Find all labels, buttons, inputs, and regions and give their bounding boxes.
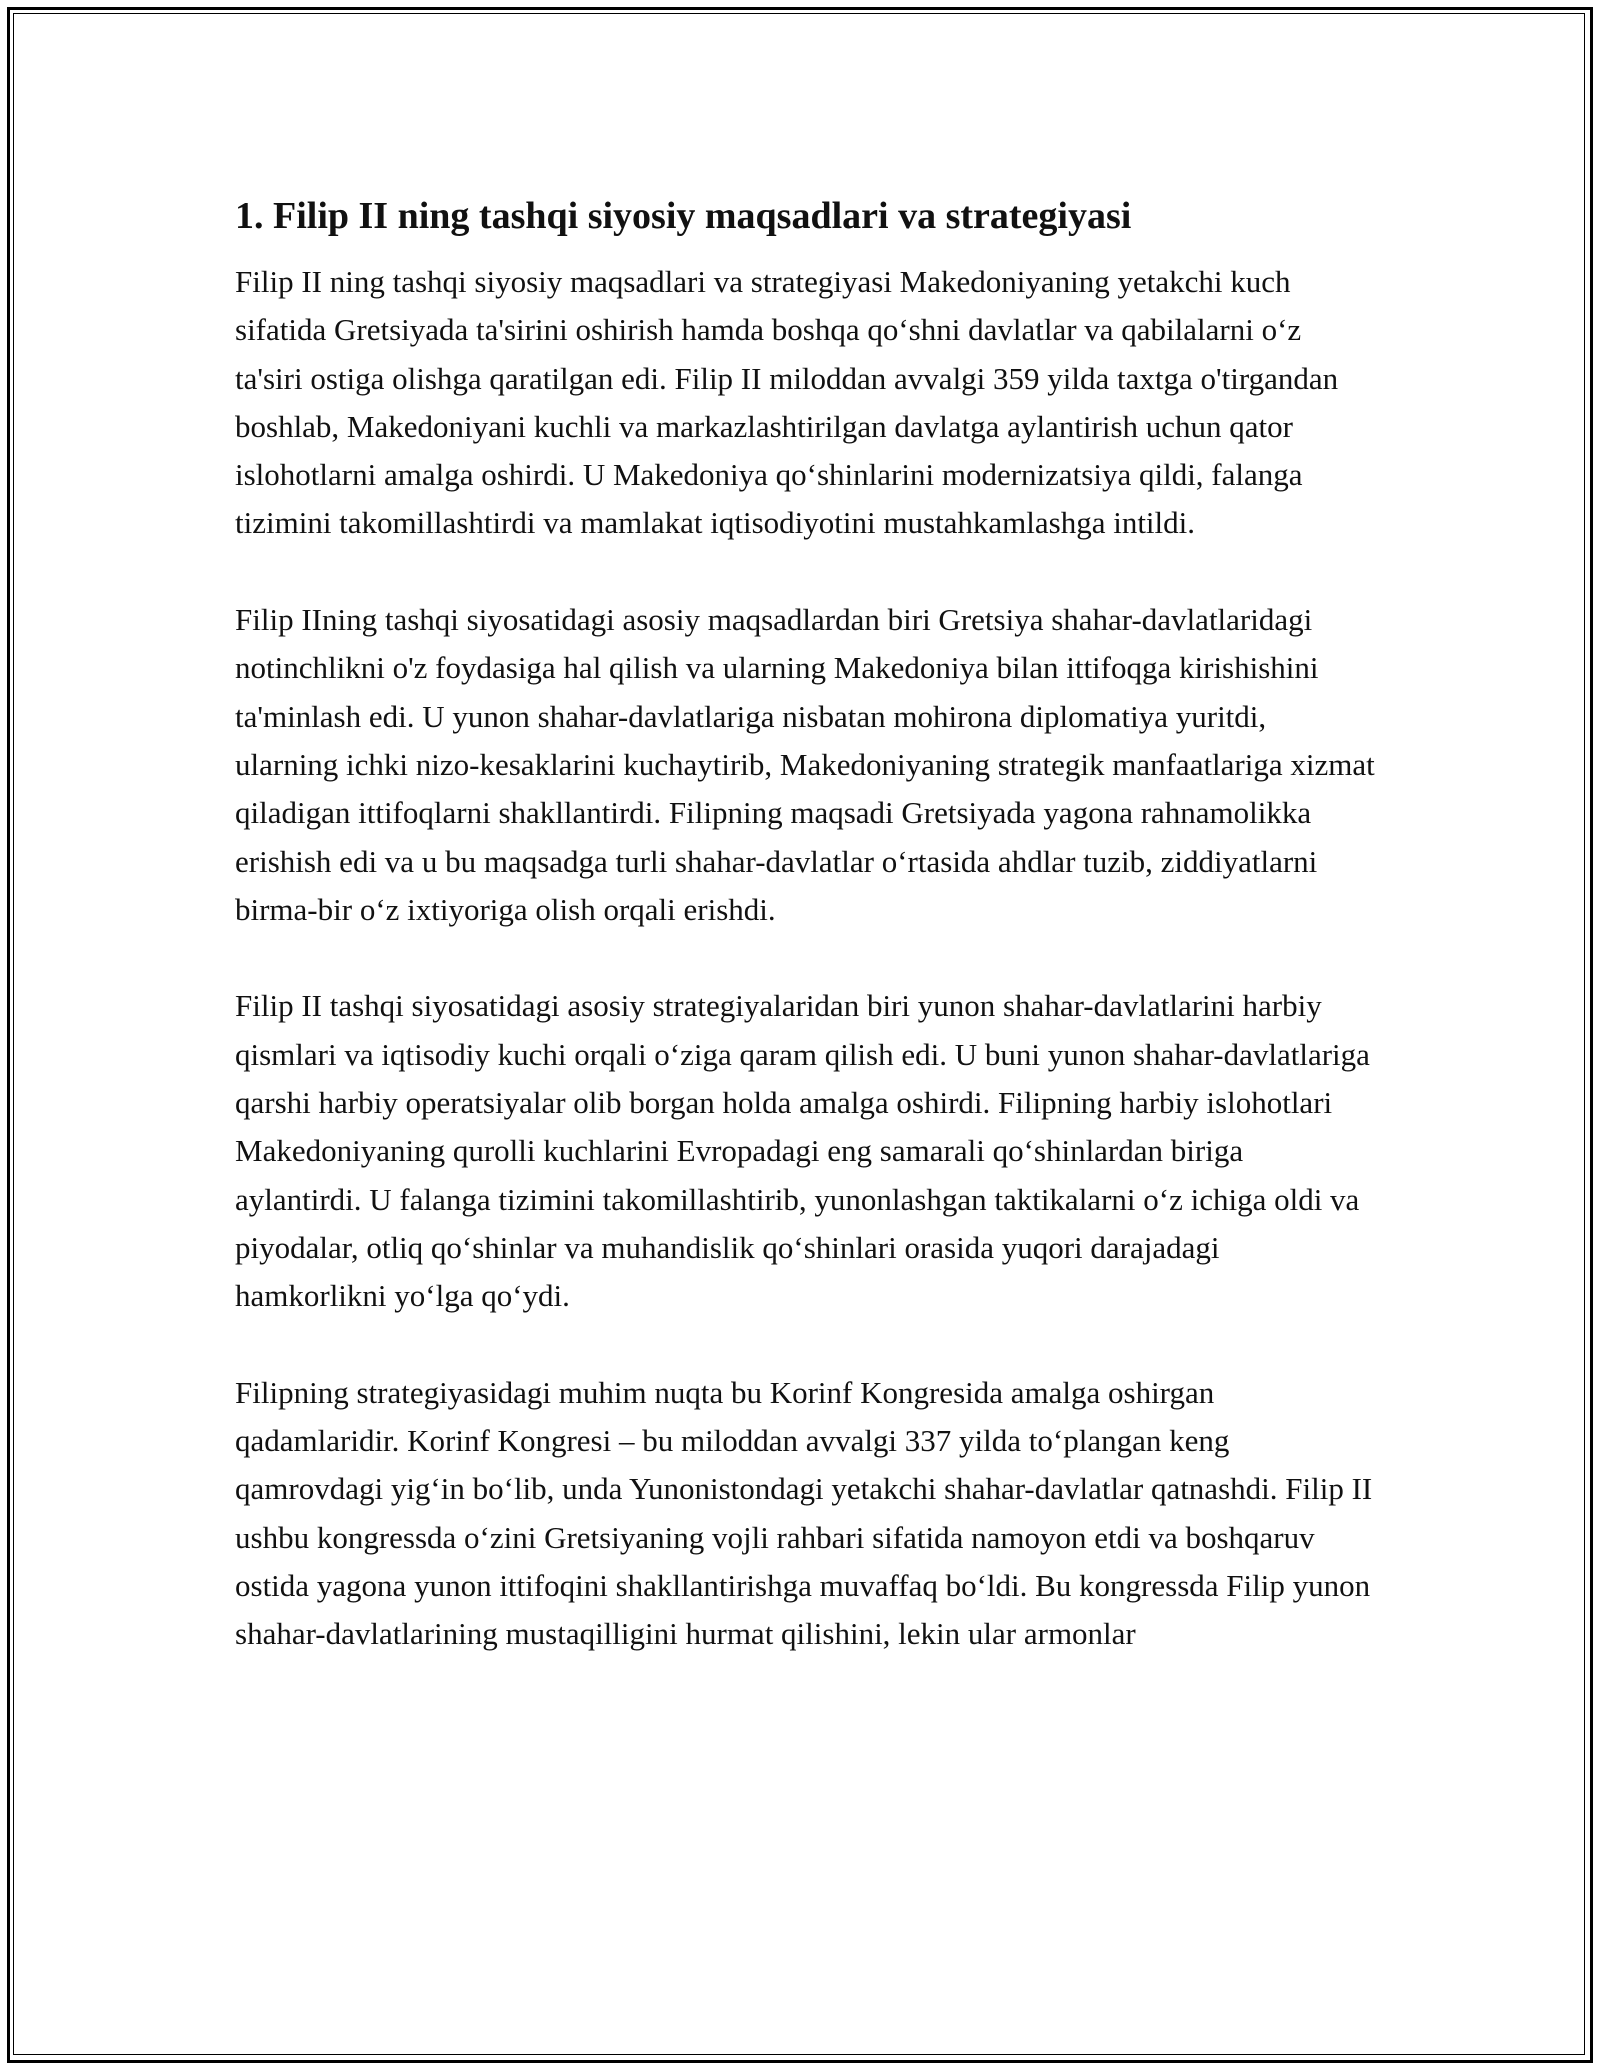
document-body (235, 188, 1375, 1707)
paragraph-2: Filip IIning tashqi siyosatidagi asosiy maqsadlardan biri Gretsiya shahar-davlatlaridagi notinchlikni o'z foydasiga hal qilish va ularning Makedoniya bilan ittifoqga kirishishini ta'minlash edi. U yunon shahar-davlatlariga nisbatan mohirona diplomatiya yuritdi, ularning ichki nizo-kesaklarini kuchaytirib, Makedoniyaning strategik manfaatlariga xizmat qiladigan ittifoqlarni shakllantirdi. Filipning maqsadi Gretsiyada yagona rahnamolikka erishish edi va u bu maqsadga turli shahar-davlatlar o‘rtasida ahdlar tuzib, ziddiyatlarni birma-bir o‘z ixtiyoriga olish orqali erishdi. (235, 602, 1375, 927)
paragraph-3: Filip II tashqi siyosatidagi asosiy strategiyalaridan biri yunon shahar-davlatlarini harbiy qismlari va iqtisodiy kuchi orqali o‘ziga qaram qilish edi. U buni yunon shahar-davlatlariga qarshi harbiy operatsiyalar olib borgan holda amalga oshirdi. Filipning harbiy islohotlari Makedoniyaning qurolli kuchlarini Evropadagi eng samarali qo‘shinlardan biriga aylantirdi. U falanga tizimini takomillashtirib, yunonlashgan taktikalarni o‘z ichiga oldi va piyodalar, otliq qo‘shinlar va muhandislik qo‘shinlari orasida yuqori darajadagi hamkorlikni yo‘lga qo‘ydi. (235, 988, 1370, 1314)
paragraph-1: Filip II ning tashqi siyosiy maqsadlari va strategiyasi Makedoniyaning yetakchi kuch sifatida Gretsiyada ta'sirini oshirish hamda boshqa qo‘shni davlatlar va qabilalarni o‘z ta'siri ostiga olishga qaratilgan edi. Filip II miloddan avvalgi 359 yilda taxtga o'tirgandan boshlab, Makedoniyani kuchli va markazlashtirilgan davlatga aylantirish uchun qator islohotlarni amalga oshirdi. U Makedoniya qo‘shinlarini modernizatsiya qildi, falanga tizimini takomillashtirdi va mamlakat iqtisodiyotini mustahkamlashga intildi. (235, 264, 1339, 541)
paragraph-4: Filipning strategiyasidagi muhim nuqta bu Korinf Kongresida amalga oshirgan qadamlaridir. Korinf Kongresi – bu miloddan avvalgi 337 yilda to‘plangan keng qamrovdagi yig‘in bo‘lib, unda Yunonistondagi yetakchi shahar-davlatlar qatnashdi. Filip II ushbu kongressda o‘zini Gretsiyaning vojli rahbari sifatida namoyon etdi va boshqaruv ostida yagona yunon ittifoqini shakllantirishga muvaffaq bo‘ldi. Bu kongressda Filip yunon shahar-davlatlarining mustaqilligini hurmat qilishini, lekin ular armonlar (235, 1374, 1373, 1652)
page-title: 1. Filip II ning tashqi siyosiy maqsadlari va strategiyasi (235, 195, 1132, 237)
